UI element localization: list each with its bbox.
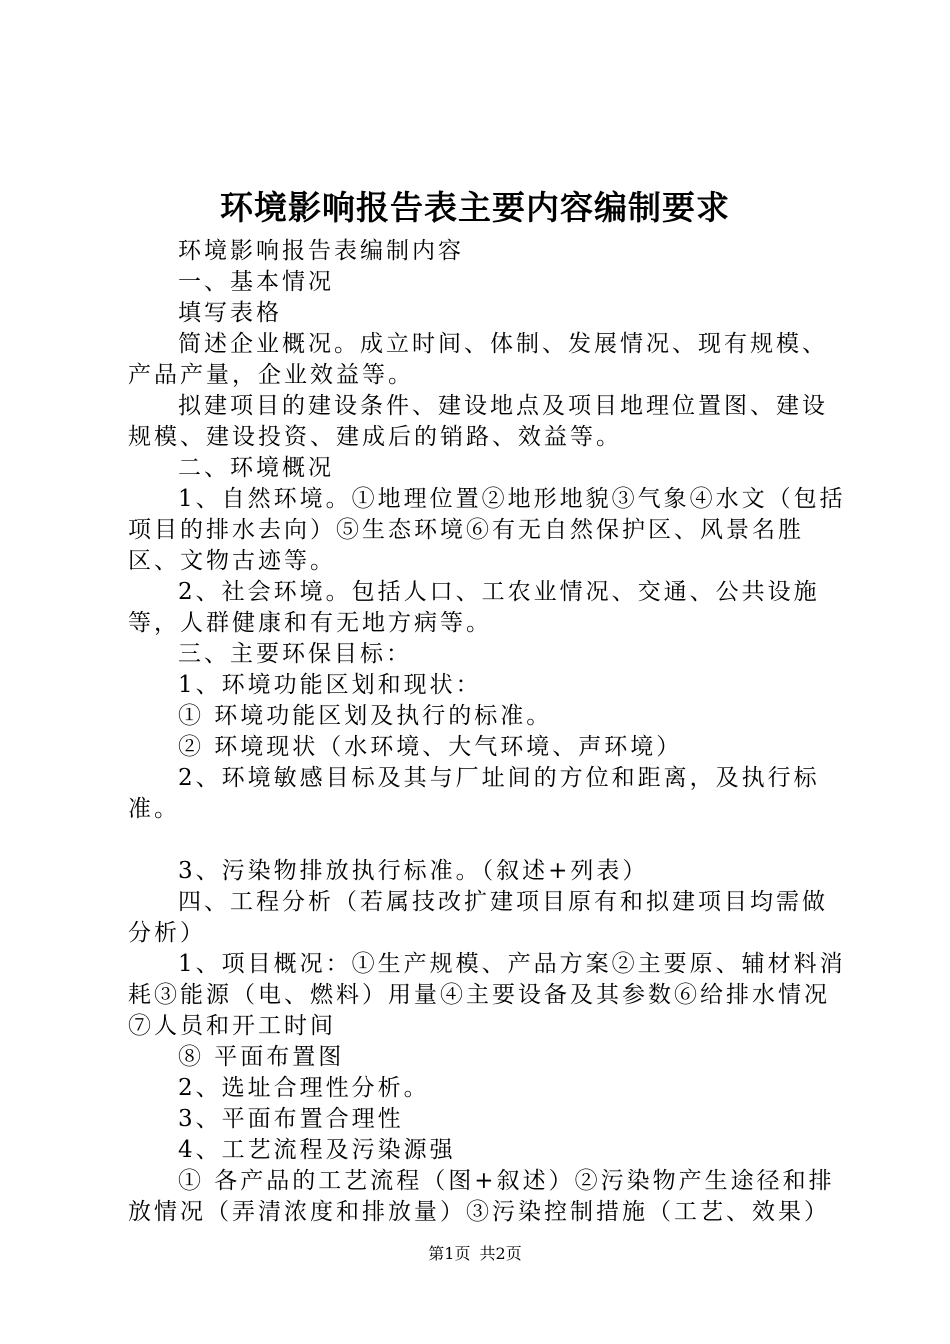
paragraph-heading-content: 环境影响报告表编制内容: [178, 238, 464, 264]
paragraph-layout-plan: ⑧ 平面布置图: [178, 1044, 345, 1070]
paragraph-layout-rationality: 3、平面布置合理性: [178, 1106, 404, 1132]
document-body: [128, 236, 848, 1228]
page-number: 第1页: [428, 1244, 471, 1263]
paragraph-site-selection: 2、选址合理性分析。: [178, 1075, 430, 1101]
paragraph-project-conditions: 拟建项目的建设条件、建设地点及项目地理位置图、建设规模、建设投资、建成后的销路、效益等。: [128, 393, 828, 450]
paragraph-gap: [128, 825, 848, 856]
section-heading-basic-info: 一、基本情况: [178, 269, 334, 295]
paragraph-sensitive-targets: 2、环境敏感目标及其与厂址间的方位和距离，及执行标准。: [128, 765, 820, 822]
paragraph-fill-form: 填写表格: [178, 300, 282, 326]
page-total: 共2页: [479, 1244, 522, 1263]
page-footer: [0, 1244, 950, 1264]
paragraph-process-flow: 4、工艺流程及污染源强: [178, 1137, 456, 1163]
paragraph-natural-environment: 1、自然环境。①地理位置②地形地貌③气象④水文（包括项目的排水去向）⑤生态环境⑥有无自然保护区、风景名胜区、文物古迹等。: [128, 486, 846, 574]
section-heading-protection-targets: 三、主要环保目标：: [178, 641, 412, 667]
section-heading-environment: 二、环境概况: [178, 455, 334, 481]
page-title: 环境影响报告表主要内容编制要求: [220, 188, 730, 227]
paragraph-social-environment: 2、社会环境。包括人口、工农业情况、交通、公共设施等，人群健康和有无地方病等。: [128, 579, 820, 636]
paragraph-emission-standard: 3、污染物排放执行标准。（叙述+列表）: [178, 858, 649, 884]
paragraph-zoning-standard: ① 环境功能区划及执行的标准。: [178, 703, 553, 729]
paragraph-project-overview: 1、项目概况：①生产规模、产品方案②主要原、辅材料消耗③能源（电、燃料）用量④主要设备及其参数⑥给排水情况⑦人员和开工时间: [128, 951, 846, 1039]
paragraph-environment-status: ② 环境现状（水环境、大气环境、声环境）: [178, 734, 683, 760]
paragraph-company-overview: 简述企业概况。成立时间、体制、发展情况、现有规模、产品产量，企业效益等。: [128, 331, 828, 388]
paragraph-function-zoning: 1、环境功能区划和现状：: [178, 672, 482, 698]
paragraph-process-details: ① 各产品的工艺流程（图+叙述）②污染物产生途径和排放情况（弄清浓度和排放量）③污染控制措施（工艺、效果）: [128, 1168, 835, 1225]
section-heading-engineering-analysis: 四、工程分析（若属技改扩建项目原有和拟建项目均需做分析）: [128, 889, 828, 946]
